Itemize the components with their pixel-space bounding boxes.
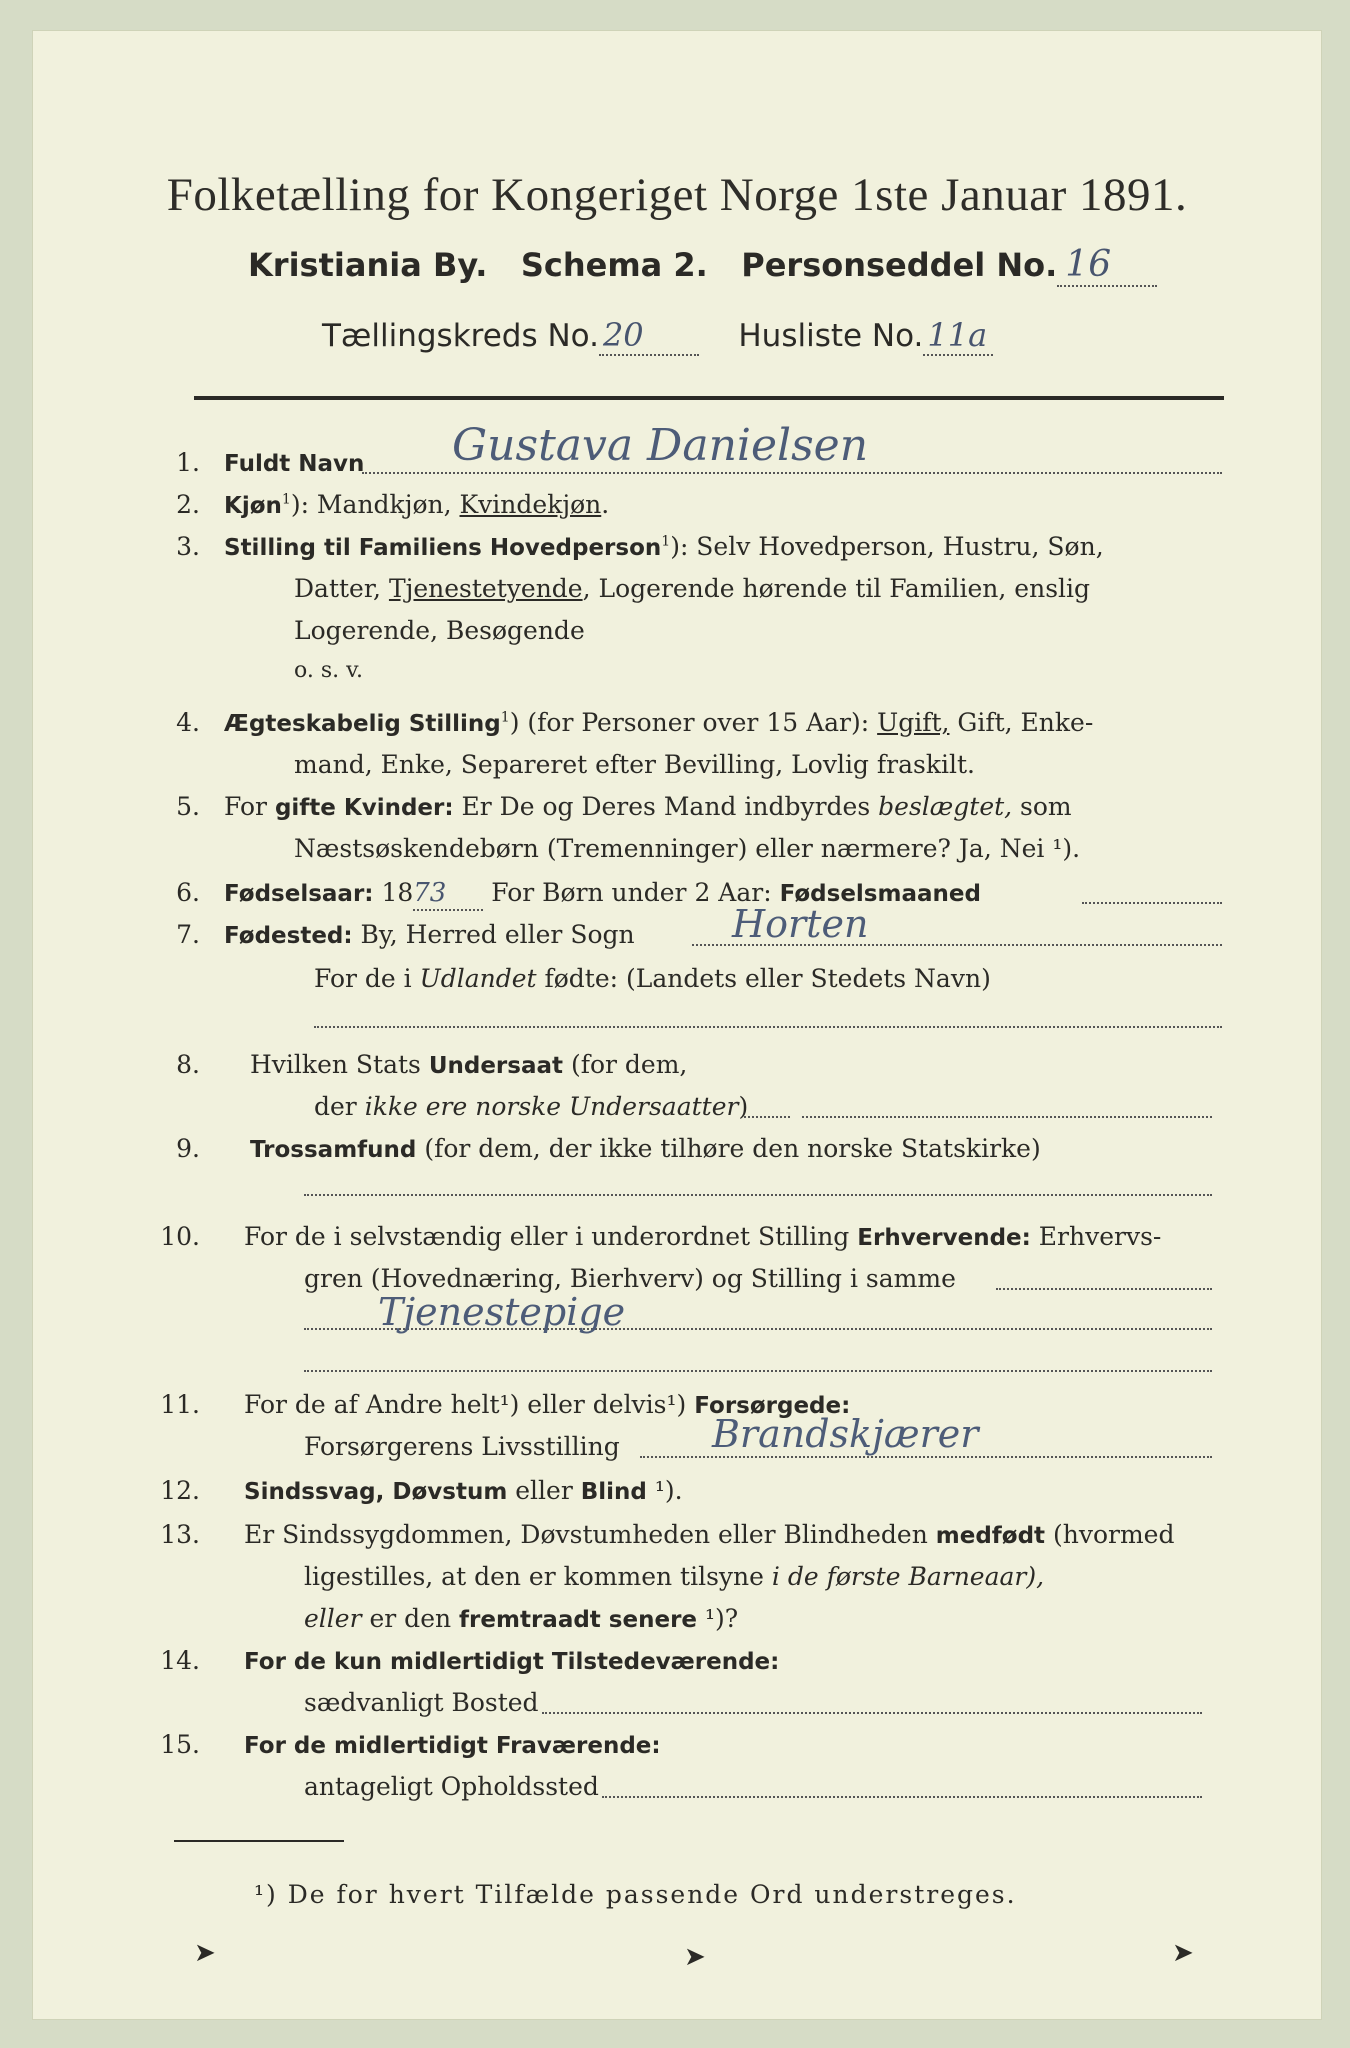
q13-line-3: eller er den fremtraadt senere ¹)? <box>304 1604 739 1633</box>
item-number: 3. <box>176 532 200 561</box>
registration-mark-icon: ➤ <box>194 1938 216 1968</box>
q14-line-2: sædvanligt Bosted <box>304 1688 539 1717</box>
q10-line-1: For de i selvstændig eller i underordnet Stilling Erhvervende: Erhvervs- <box>244 1222 1162 1251</box>
item-number: 11. <box>160 1390 200 1419</box>
q11-line-2: Forsørgerens Livsstilling <box>304 1432 620 1461</box>
q1-answer-line <box>362 472 1222 474</box>
q8-line-1: Hvilken Stats Undersaat (for dem, <box>250 1050 688 1079</box>
schema-label: Schema 2. <box>520 246 708 284</box>
q11-handwritten-provider: Brandskjærer <box>712 1412 979 1456</box>
q3-selected-option: Tjenestetyende <box>388 574 583 603</box>
form-subtitle-2 <box>322 316 993 356</box>
q15-line-1: For de midlertidigt Fraværende: <box>244 1733 661 1759</box>
form-subtitle <box>248 244 1157 287</box>
q13-line-1: Er Sindssygdommen, Døvstumheden eller Blindheden medfødt (hvormed <box>244 1520 1175 1549</box>
item-number: 15. <box>160 1730 200 1759</box>
q3-line-1: Stilling til Familiens Hovedperson$^1$): Selv Hovedperson, Hustru, Søn, <box>224 532 1104 561</box>
item-number: 13. <box>160 1520 200 1549</box>
item-number: 8. <box>176 1050 200 1079</box>
q10-line-2-dots <box>996 1288 1212 1290</box>
q13-line-2: ligestilles, at den er kommen tilsyne i de første Barneaar), <box>304 1562 1045 1591</box>
q5-line-2: Næstsøskendebørn (Tremenninger) eller nærmere? Ja, Nei ¹). <box>294 834 1081 863</box>
item-number: 14. <box>160 1646 200 1675</box>
q4-line-1: Ægteskabelig Stilling$^1$) (for Personer over 15 Aar): Ugift, Gift, Enke- <box>224 708 1094 737</box>
q3-line-3: Logerende, Besøgende <box>294 616 585 645</box>
footnote-rule <box>174 1840 344 1842</box>
personseddel-label: Personseddel No. <box>741 246 1058 284</box>
q10-handwritten-occupation: Tjenestepige <box>378 1290 626 1334</box>
q3-line-2: Datter, Tjenestetyende, Logerende hørende til Familien, enslig <box>294 574 1091 603</box>
q9-answer-line <box>304 1194 1212 1196</box>
q4-line-2: mand, Enke, Separeret efter Bevilling, Lovlig fraskilt. <box>294 750 975 779</box>
husliste-number: 11a <box>927 316 988 354</box>
item-number: 5. <box>176 792 200 821</box>
q8-dot-lead <box>744 1116 790 1118</box>
q7-handwritten-place: Horten <box>732 902 869 946</box>
q4-selected-option: Ugift, <box>877 708 950 737</box>
q6-month-line <box>1082 902 1222 904</box>
item-number: 12. <box>160 1476 200 1505</box>
q6-handwritten-year: 73 <box>413 878 447 908</box>
q9-text: Trossamfund (for dem, der ikke tilhøre den norske Statskirke) <box>250 1134 1041 1163</box>
q1-label: Fuldt Navn <box>224 451 365 477</box>
footnote: ¹) De for hvert Tilfælde passende Ord understreges. <box>254 1880 1017 1909</box>
registration-mark-icon: ➤ <box>684 1942 706 1972</box>
item-number: 2. <box>176 490 200 519</box>
q5-line-1: For gifte Kvinder: Er De og Deres Mand indbyrdes beslægtet, som <box>224 792 1072 821</box>
item-number: 9. <box>176 1134 200 1163</box>
q14-answer-line <box>542 1712 1202 1714</box>
q7-line-1: Fødested: By, Herred eller Sogn <box>224 920 635 949</box>
item-number: 10. <box>160 1222 200 1251</box>
q7-line-2: For de i Udlandet fødte: (Landets eller Stedets Navn) <box>314 964 991 993</box>
q6-text: Fødselsaar: 1873 For Børn under 2 Aar: Fødselsmaaned <box>224 878 981 911</box>
q11-answer-line <box>640 1456 1212 1458</box>
q11-line-1: For de af Andre helt¹) eller delvis¹) Forsørgede: <box>244 1390 851 1419</box>
registration-mark-icon: ➤ <box>1172 1938 1194 1968</box>
header-rule <box>194 396 1224 400</box>
q8-line-2: der ikke ere norske Undersaatter) <box>314 1092 749 1121</box>
personseddel-number: 16 <box>1065 244 1112 285</box>
q7-foreign-line <box>314 1026 1222 1028</box>
kreds-label: Tællingskreds No. <box>322 318 599 354</box>
q10-line-2: gren (Hovednæring, Bierhverv) og Stilling i samme <box>304 1264 956 1293</box>
q10-answer-line-2 <box>304 1370 1212 1372</box>
item-number: 1. <box>176 448 200 477</box>
q1-handwritten-name: Gustava Danielsen <box>452 420 869 471</box>
form-title: Folketælling for Kongeriget Norge 1ste Januar 1891. <box>166 169 1188 221</box>
q14-line-1: For de kun midlertidigt Tilstedeværende: <box>244 1649 780 1675</box>
q15-answer-line <box>602 1796 1202 1798</box>
q15-line-2: antageligt Opholdssted <box>304 1772 599 1801</box>
q2-text: Kjøn$^1$): Mandkjøn, Kvindekjøn. <box>224 490 610 519</box>
husliste-label: Husliste No. <box>738 318 924 354</box>
item-number: 6. <box>176 878 200 907</box>
q8-answer-line <box>802 1116 1212 1118</box>
city-label: Kristiania By. <box>248 246 488 284</box>
kreds-number: 20 <box>602 316 644 354</box>
q3-line-4: o. s. v. <box>294 658 363 683</box>
q12-text: Sindssvag, Døvstum eller Blind ¹). <box>244 1476 683 1505</box>
census-form-sheet <box>32 30 1322 2020</box>
item-number: 7. <box>176 920 200 949</box>
item-number: 4. <box>176 708 200 737</box>
q2-selected-option: Kvindekjøn <box>459 490 602 519</box>
